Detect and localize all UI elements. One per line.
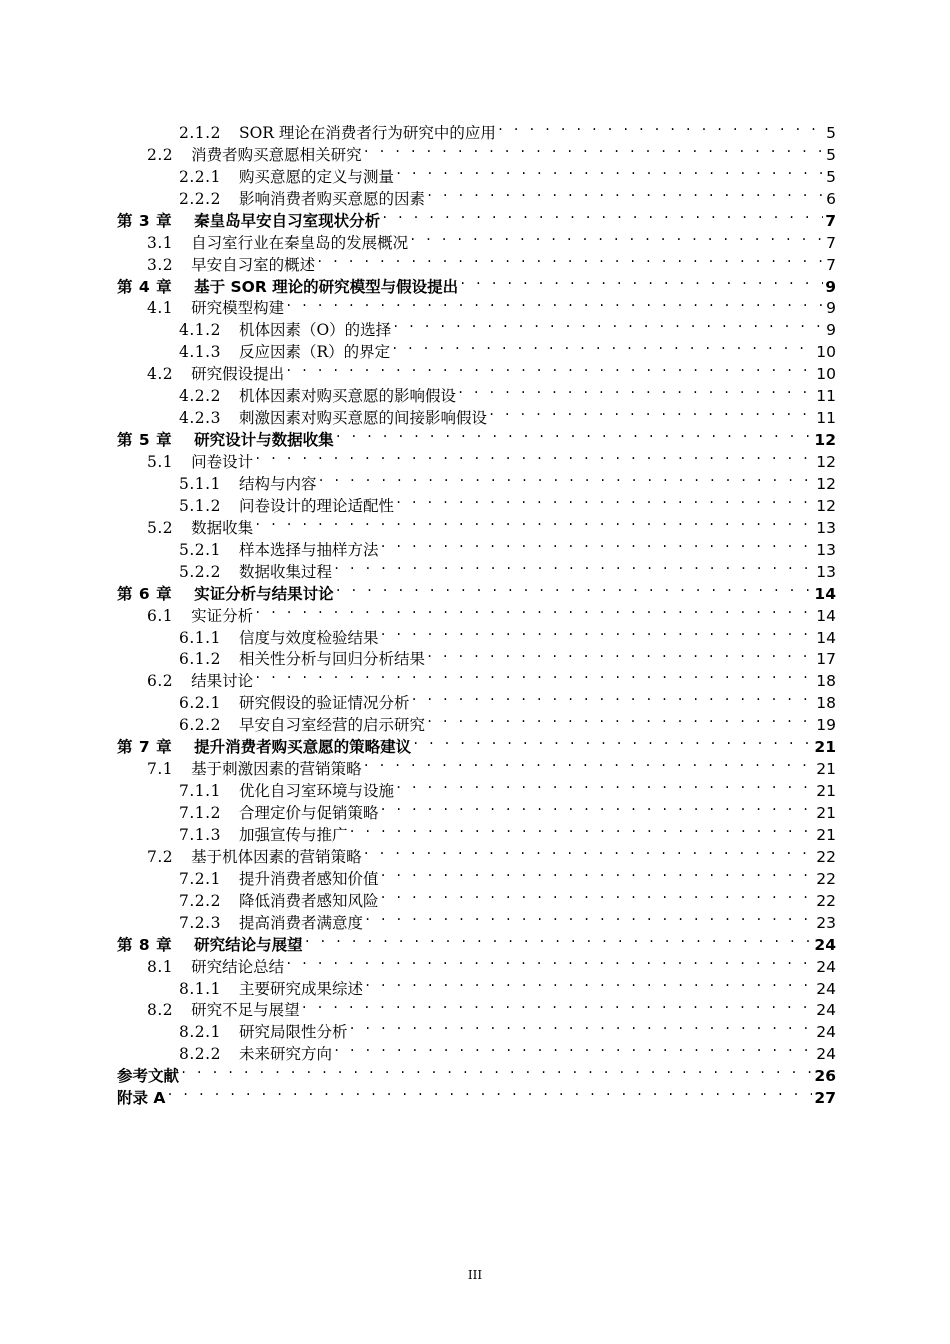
toc-entry-title: 基于 SOR 理论的研究模型与假设提出	[194, 277, 459, 296]
toc-entry[interactable]	[117, 1037, 836, 1064]
table-of-contents	[117, 116, 836, 1108]
toc-entry-number: 7.2.2	[179, 891, 221, 910]
toc-entry-number: 第 5 章	[117, 431, 173, 450]
toc-dot-leader	[379, 884, 814, 906]
toc-entry-page: 7	[826, 255, 836, 274]
toc-entry-number: 6.1.2	[179, 650, 221, 669]
toc-entry[interactable]	[117, 840, 836, 866]
toc-entry-page: 9	[825, 277, 836, 296]
toc-entry[interactable]	[117, 664, 836, 691]
toc-entry-page: 7	[825, 211, 836, 230]
toc-entry-page: 23	[816, 913, 836, 932]
toc-dot-leader	[285, 357, 814, 379]
toc-dot-leader	[335, 577, 813, 599]
toc-entry-page: 17	[816, 650, 836, 669]
toc-dot-leader	[488, 401, 814, 423]
toc-dot-leader	[412, 730, 812, 752]
toc-dot-leader	[254, 511, 814, 533]
toc-entry-number: 8.2.1	[179, 1023, 221, 1042]
toc-entry-number: 4.1.2	[179, 321, 221, 340]
toc-entry-title: 研究假设提出	[191, 365, 285, 384]
toc-dot-leader	[285, 950, 814, 972]
toc-entry[interactable]	[117, 796, 836, 822]
toc-entry[interactable]	[117, 116, 836, 142]
toc-entry-title: 早安自习室经营的启示研究	[238, 716, 425, 735]
toc-entry-title: 相关性分析与回归分析结果	[238, 650, 425, 669]
toc-entry-page: 13	[816, 562, 836, 581]
toc-dot-leader	[363, 840, 815, 862]
toc-entry-title: 加强宣传与推广	[238, 825, 348, 844]
toc-entry-title: 自习室行业在秦皇岛的发展概况	[191, 233, 409, 252]
toc-entry-number: 2.2	[147, 145, 174, 164]
toc-entry[interactable]	[117, 555, 836, 581]
toc-entry-page: 22	[816, 869, 836, 888]
toc-entry-page: 14	[816, 606, 836, 625]
toc-entry-number: 第 3 章	[117, 211, 173, 230]
toc-entry[interactable]	[117, 335, 836, 362]
toc-entry-title: 主要研究成果综述	[238, 979, 363, 998]
toc-entry-number: 7.2.1	[179, 869, 221, 888]
toc-entry-number: 第 8 章	[117, 935, 173, 954]
toc-entry-page: 9	[826, 321, 836, 340]
toc-entry-title: 结构与内容	[238, 474, 317, 493]
toc-entry-page: 24	[816, 979, 836, 998]
toc-entry-page: 26	[814, 1067, 836, 1086]
toc-dot-leader	[333, 1037, 814, 1059]
toc-entry[interactable]	[117, 906, 836, 932]
toc-entry-page: 13	[816, 540, 836, 559]
toc-entry-number: 5.2.1	[179, 540, 221, 559]
toc-entry-number: 3.1	[147, 233, 174, 252]
toc-entry-page: 9	[826, 299, 836, 318]
toc-entry-number: 7.1	[147, 760, 174, 779]
toc-dot-leader	[392, 313, 824, 335]
toc-dot-leader	[395, 160, 824, 182]
toc-entry-page: 22	[816, 847, 836, 866]
toc-entry-title: 提升消费者感知价值	[238, 869, 379, 888]
toc-entry-title: 机体因素对购买意愿的影响假设	[238, 387, 456, 406]
toc-dot-leader	[348, 818, 814, 840]
toc-entry-number: 4.1	[147, 299, 174, 318]
toc-entry-title: 研究模型构建	[191, 299, 285, 318]
page-number: III	[467, 1268, 483, 1282]
toc-entry-title: 数据收集过程	[238, 562, 332, 581]
toc-entry[interactable]	[117, 511, 836, 537]
toc-entry-title: 早安自习室的概述	[191, 255, 316, 274]
toc-entry[interactable]	[117, 182, 836, 208]
toc-entry-page: 21	[816, 760, 836, 779]
toc-entry-number: 4.2.3	[179, 409, 221, 428]
toc-entry-page: 22	[816, 891, 836, 910]
toc-entry-number: 6.2	[147, 672, 174, 691]
toc-entry-page: 12	[816, 453, 836, 471]
toc-entry-title: 消费者购买意愿相关研究	[191, 145, 362, 164]
toc-entry-number: 6.1	[147, 606, 174, 625]
toc-entry-page: 27	[814, 1089, 836, 1108]
toc-dot-leader	[410, 686, 814, 708]
toc-dot-leader	[166, 1081, 812, 1103]
toc-entry-page: 21	[816, 804, 836, 822]
toc-dot-leader	[426, 708, 814, 730]
toc-dot-leader	[333, 555, 814, 577]
toc-entry-number: 第 6 章	[117, 584, 173, 603]
toc-entry-number: 4.1.3	[179, 343, 221, 362]
toc-dot-leader	[426, 182, 824, 204]
toc-entry[interactable]	[117, 1081, 836, 1108]
toc-entry-number: 8.1	[147, 957, 174, 976]
toc-entry-page: 21	[814, 738, 836, 757]
toc-entry-title: 实证分析与结果讨论	[194, 584, 334, 603]
toc-entry-number: 7.1.2	[179, 804, 221, 822]
toc-entry-number: 3.2	[147, 255, 174, 274]
toc-entry-page: 12	[816, 474, 836, 493]
toc-entry-number: 2.2.2	[179, 189, 221, 208]
toc-entry[interactable]	[117, 577, 836, 603]
toc-entry-number: 4.2	[147, 365, 174, 384]
toc-dot-leader	[381, 204, 823, 226]
toc-entry-number: 6.2.1	[179, 694, 221, 713]
toc-dot-leader	[364, 906, 814, 928]
toc-entry-title: SOR 理论在消费者行为研究中的应用	[238, 123, 496, 142]
toc-entry-page: 24	[816, 957, 836, 976]
toc-entry-number: 5.1.1	[179, 474, 221, 493]
toc-entry-title: 影响消费者购买意愿的因素	[238, 189, 425, 208]
toc-dot-leader	[254, 445, 814, 467]
toc-entry-page: 21	[816, 782, 836, 801]
toc-entry-title: 样本选择与抽样方法	[238, 540, 379, 559]
toc-entry-title: 研究结论与展望	[194, 935, 303, 954]
toc-entry[interactable]	[117, 357, 836, 384]
toc-entry-title: 研究假设的验证情况分析	[238, 694, 410, 713]
toc-entry[interactable]	[117, 818, 836, 844]
toc-dot-leader	[391, 335, 814, 357]
toc-entry-page: 12	[814, 431, 836, 450]
toc-entry-number: 6.1.1	[179, 628, 221, 647]
toc-dot-leader	[285, 292, 824, 314]
toc-entry-title: 基于机体因素的营销策略	[191, 847, 362, 866]
toc-entry-title: 机体因素（O）的选择	[238, 321, 392, 340]
toc-entry-page: 19	[816, 716, 836, 735]
toc-entry[interactable]	[117, 204, 836, 230]
toc-entry-number: 5.1.2	[179, 496, 221, 515]
toc-entry-title: 合理定价与促销策略	[238, 804, 379, 822]
toc-entry-title: 实证分析	[191, 606, 254, 625]
toc-entry-page: 24	[816, 1023, 836, 1042]
toc-entry-number: 5.2.2	[179, 562, 221, 581]
toc-entry-number: 5.1	[147, 453, 174, 471]
toc-dot-leader	[254, 664, 814, 686]
toc-entry-page: 11	[816, 387, 836, 406]
toc-entry-page: 12	[816, 496, 836, 515]
toc-dot-leader	[363, 752, 815, 774]
toc-entry-number: 2.2.1	[179, 167, 221, 186]
toc-dot-leader	[363, 138, 824, 160]
toc-entry-number: 7.1.1	[179, 782, 221, 801]
toc-entry-title: 附录 A	[117, 1089, 166, 1108]
toc-entry-title: 研究不足与展望	[191, 1001, 300, 1020]
toc-entry-page: 21	[816, 825, 836, 844]
toc-entry-title: 秦皇岛早安自习室现状分析	[194, 211, 381, 230]
toc-dot-leader	[426, 643, 814, 665]
toc-entry-title: 提升消费者购买意愿的策略建议	[194, 738, 412, 757]
toc-entry-title: 问卷设计的理论适配性	[238, 496, 394, 515]
toc-entry-title: 数据收集	[191, 518, 254, 537]
toc-dot-leader	[317, 467, 814, 489]
toc-dot-leader	[364, 972, 814, 994]
toc-entry[interactable]	[117, 730, 836, 757]
toc-entry-title: 刺激因素对购买意愿的间接影响假设	[238, 409, 487, 428]
toc-entry-number: 4.2.2	[179, 387, 221, 406]
toc-entry-page: 18	[816, 694, 836, 713]
toc-entry-number: 6.2.2	[179, 716, 221, 735]
toc-dot-leader	[409, 226, 824, 248]
toc-entry-number: 7.2	[147, 847, 174, 866]
toc-entry-page: 14	[816, 628, 836, 647]
toc-entry-title: 优化自习室环境与设施	[238, 782, 394, 801]
toc-entry-title: 研究设计与数据收集	[194, 431, 334, 450]
toc-entry-page: 14	[814, 584, 836, 603]
toc-entry[interactable]	[117, 708, 836, 735]
toc-dot-leader	[316, 248, 824, 270]
toc-entry-number: 8.2.2	[179, 1045, 221, 1064]
toc-entry-title: 反应因素（R）的界定	[238, 343, 391, 362]
toc-entry-number: 8.2	[147, 1001, 174, 1020]
toc-dot-leader	[379, 533, 814, 555]
toc-entry-title: 降低消费者感知风险	[238, 891, 379, 910]
toc-dot-leader	[497, 116, 824, 138]
toc-entry-page: 7	[826, 233, 836, 252]
toc-dot-leader	[459, 270, 823, 292]
toc-dot-leader	[301, 994, 815, 1016]
toc-dot-leader	[457, 379, 814, 401]
toc-dot-leader	[395, 489, 814, 511]
toc-entry[interactable]	[117, 489, 836, 515]
toc-entry-title: 提高消费者满意度	[238, 913, 363, 932]
toc-entry-page: 24	[816, 1045, 836, 1064]
toc-dot-leader	[335, 423, 813, 445]
toc-entry-title: 结果讨论	[191, 672, 254, 691]
toc-entry-number: 5.2	[147, 518, 174, 537]
toc-entry-number: 7.2.3	[179, 913, 221, 932]
toc-entry-page: 24	[814, 935, 836, 954]
toc-entry-number: 第 7 章	[117, 738, 173, 757]
toc-entry-page: 6	[826, 189, 836, 208]
toc-dot-leader	[395, 774, 814, 796]
toc-entry[interactable]	[117, 884, 836, 910]
toc-dot-leader	[379, 862, 814, 884]
toc-dot-leader	[180, 1059, 812, 1081]
toc-entry-page: 13	[816, 518, 836, 537]
toc-entry-title: 研究局限性分析	[238, 1023, 348, 1042]
toc-entry-page: 10	[816, 343, 836, 362]
toc-entry-title: 购买意愿的定义与测量	[238, 167, 394, 186]
toc-entry-title: 基于刺激因素的营销策略	[191, 760, 362, 779]
toc-entry-page: 5	[826, 145, 836, 164]
toc-entry-page: 10	[816, 365, 836, 384]
toc-entry-title: 未来研究方向	[238, 1045, 332, 1064]
toc-entry-number: 2.1.2	[179, 123, 221, 142]
toc-entry-page: 5	[826, 167, 836, 186]
toc-entry-title: 研究结论总结	[191, 957, 285, 976]
toc-entry-number: 7.1.3	[179, 825, 221, 844]
toc-entry[interactable]	[117, 401, 836, 428]
toc-entry-title: 信度与效度检验结果	[238, 628, 379, 647]
toc-entry-page: 18	[816, 672, 836, 691]
toc-dot-leader	[304, 928, 813, 950]
toc-entry-page: 11	[816, 409, 836, 428]
toc-entry-number: 8.1.1	[179, 979, 221, 998]
toc-dot-leader	[254, 599, 814, 621]
toc-dot-leader	[379, 796, 814, 818]
toc-entry-page: 24	[816, 1001, 836, 1020]
toc-entry[interactable]	[117, 423, 836, 450]
toc-dot-leader	[379, 621, 814, 643]
toc-dot-leader	[348, 1015, 814, 1037]
toc-entry-page: 5	[826, 123, 836, 142]
toc-entry[interactable]	[117, 138, 836, 164]
toc-entry-title: 问卷设计	[191, 453, 254, 471]
toc-entry-number: 第 4 章	[117, 277, 173, 296]
toc-entry[interactable]	[117, 994, 836, 1020]
toc-entry[interactable]	[117, 643, 836, 669]
toc-entry-title: 参考文献	[117, 1067, 180, 1086]
toc-entry[interactable]	[117, 928, 836, 954]
toc-entry[interactable]	[117, 1059, 836, 1086]
